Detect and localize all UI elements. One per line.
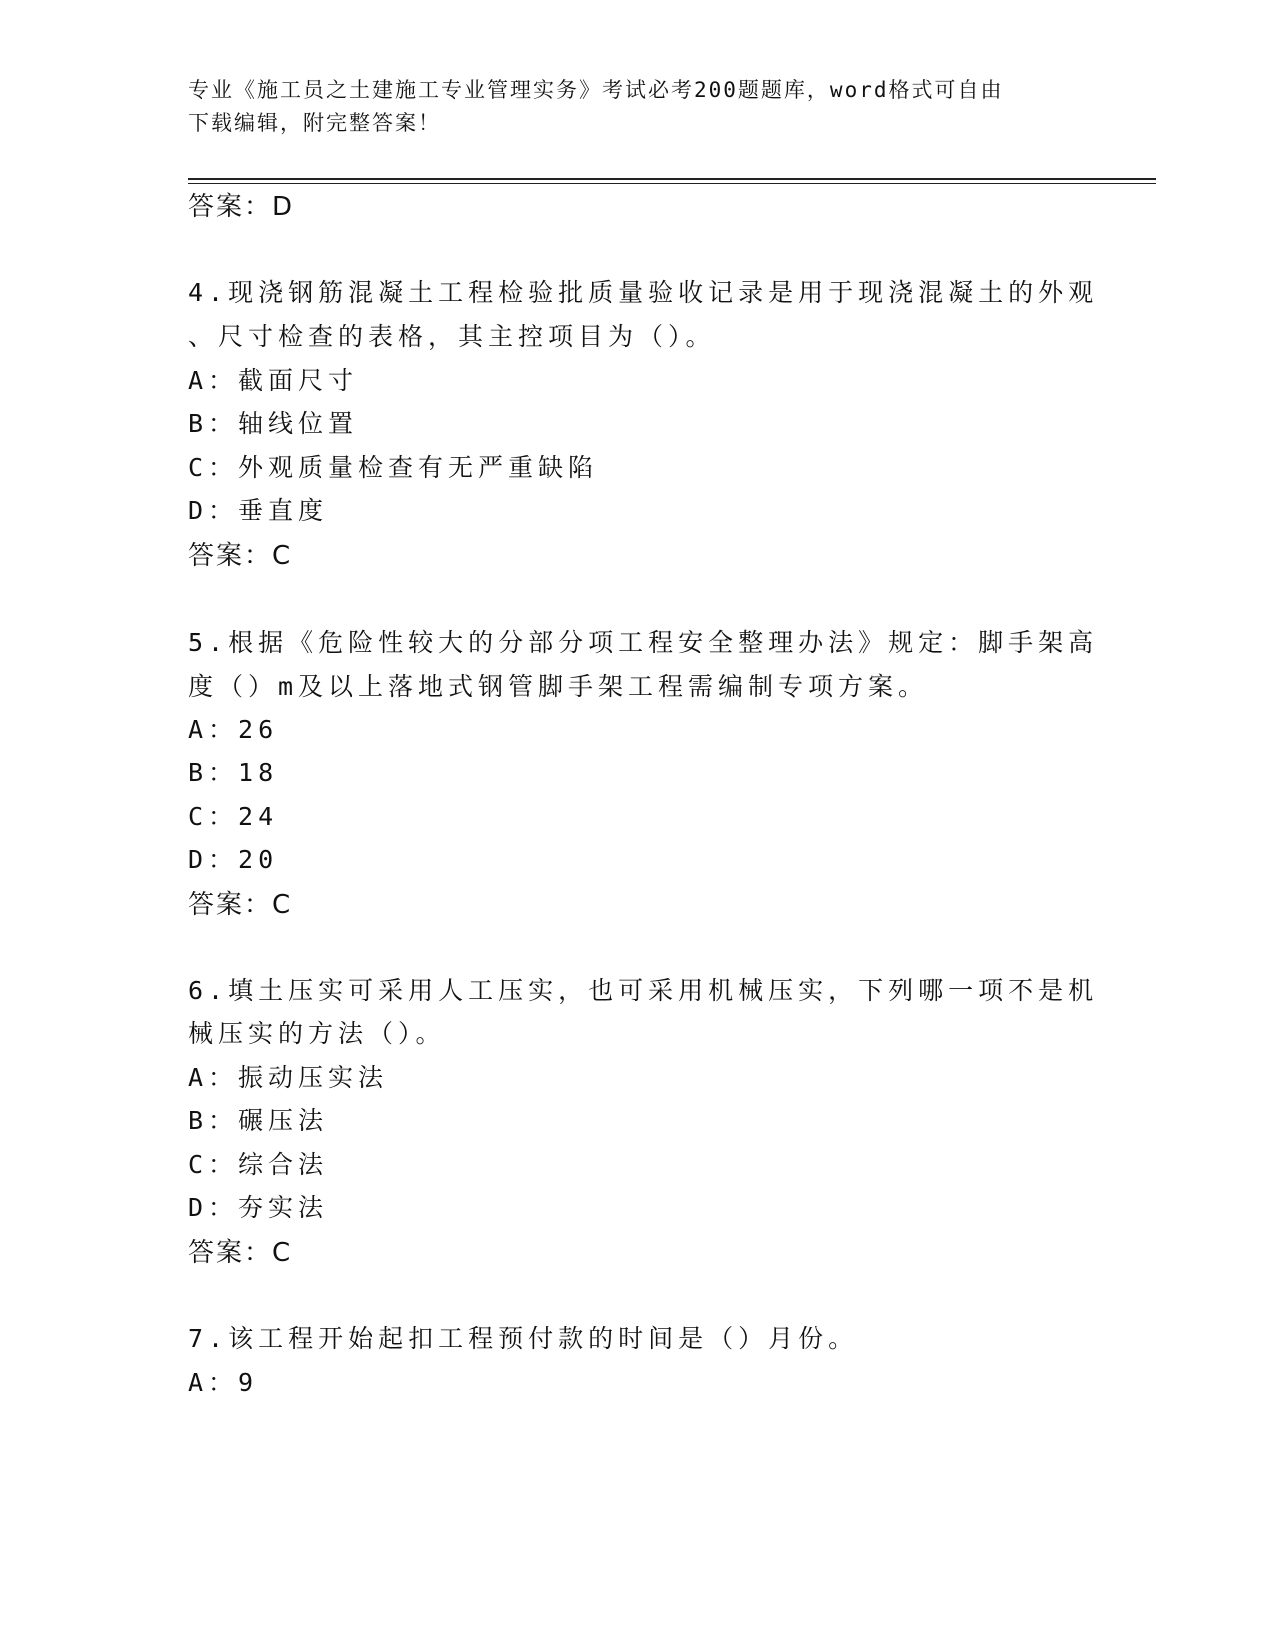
header-rule-thin [188,183,1156,184]
q5-option-d: D：20 [188,845,279,874]
q5-stem-line-2: 度（）m及以上落地式钢管脚手架工程需编制专项方案。 [188,672,929,701]
q5-option-c: C：24 [188,802,279,831]
q6-answer: 答案：C [188,1238,293,1268]
q6-stem-line-1: 6.填土压实可采用人工压实，也可采用机械压实，下列哪一项不是机 [188,976,1099,1005]
q6-option-b: B：碾压法 [188,1106,329,1135]
header-line-1: 专业《施工员之土建施工专业管理实务》考试必考200题题库，word格式可自由 [188,78,1004,102]
q7-stem-line-1: 7.该工程开始起扣工程预付款的时间是（）月份。 [188,1324,859,1353]
q4-option-c: C：外观质量检查有无严重缺陷 [188,453,599,482]
q4-stem-line-1: 4.现浇钢筋混凝土工程检验批质量验收记录是用于现浇混凝土的外观 [188,278,1099,307]
header-line-2: 下载编辑，附完整答案！ [188,111,441,135]
q4-option-b: B：轴线位置 [188,409,359,438]
q6-option-c: C：综合法 [188,1150,329,1179]
q7-option-a: A：9 [188,1368,259,1397]
q6-option-d: D：夯实法 [188,1193,329,1222]
q5-answer: 答案：C [188,890,293,920]
q5-option-b: B：18 [188,758,279,787]
q4-answer: 答案：C [188,541,293,571]
q5-stem-line-1: 5.根据《危险性较大的分部分项工程安全整理办法》规定：脚手架高 [188,628,1099,657]
header-rule-thick [188,178,1156,180]
q5-option-a: A：26 [188,715,279,744]
previous-answer: 答案：D [188,192,295,222]
q4-option-d: D：垂直度 [188,496,329,525]
q4-stem-line-2: 、尺寸检查的表格，其主控项目为（）。 [188,322,716,351]
document-header [188,74,1068,140]
q6-stem-line-2: 械压实的方法（）。 [188,1019,446,1048]
q4-option-a: A：截面尺寸 [188,366,359,395]
q6-option-a: A：振动压实法 [188,1063,389,1092]
